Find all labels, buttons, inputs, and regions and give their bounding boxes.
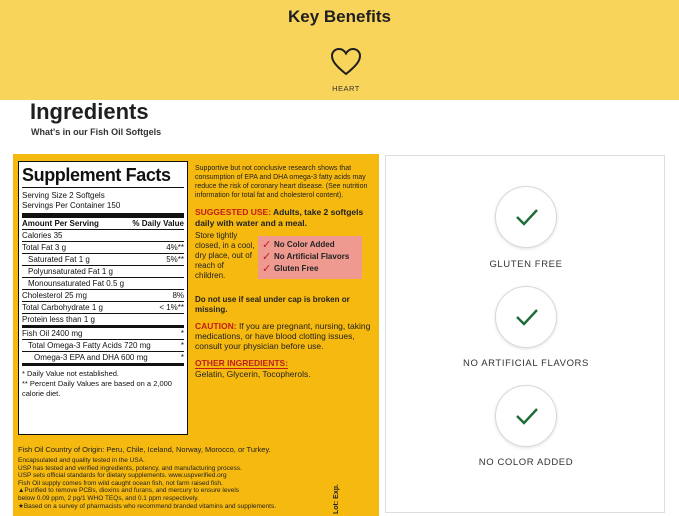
free-from-label: No Color Added — [274, 240, 335, 249]
facts-row-label: Omega-3 EPA and DHA 600 mg — [34, 353, 148, 362]
facts-row-dv: * — [180, 341, 184, 350]
supplement-facts-panel — [18, 161, 188, 435]
facts-row — [22, 254, 184, 266]
check-icon: ✓ — [262, 251, 272, 263]
no-color-added-label: NO COLOR ADDED — [478, 457, 574, 468]
facts-row-label: Calories 35 — [22, 231, 63, 240]
supplement-facts-header: Supplement Facts — [22, 164, 184, 188]
ingredients-subtitle: What's in our Fish Oil Softgels — [31, 127, 162, 137]
free-from-label: Gluten Free — [274, 264, 319, 273]
gluten-free-label: GLUTEN FREE — [489, 259, 563, 270]
facts-row-label: Fish Oil 2400 mg — [22, 329, 83, 338]
country-of-origin: Fish Oil Country of Origin: Peru, Chile, Iceland, Norway, Morocco, or Turkey. — [18, 445, 271, 454]
check-icon: ✓ — [262, 263, 272, 275]
facts-row-label: Cholesterol 25 mg — [22, 291, 87, 300]
label-claim-text — [195, 164, 375, 229]
key-benefits-title: Key Benefits — [288, 7, 391, 26]
ingredients-title: Ingredients — [30, 99, 149, 124]
check-icon: ✓ — [262, 239, 272, 251]
heart-icon[interactable] — [330, 47, 362, 77]
facts-row-dv: 4%** — [166, 243, 184, 252]
facts-row-dv: * — [180, 329, 184, 338]
fine-print-line: USP sets official standards for dietary supplements. www.uspverified.org — [18, 472, 227, 480]
facts-footnotes — [22, 366, 184, 399]
free-from-badges-panel — [385, 155, 665, 513]
free-from-box — [258, 236, 362, 279]
suggested-use — [195, 207, 375, 229]
facts-row-dv: 8% — [172, 291, 184, 300]
facts-row-label: Monounsaturated Fat 0.5 g — [28, 279, 125, 288]
check-icon — [515, 307, 539, 327]
check-icon — [515, 207, 539, 227]
no-artificial-flavors-badge — [495, 286, 557, 348]
fine-print-line: Encapsulated and quality tested in the USA. — [18, 457, 145, 464]
facts-row-label: Total Omega-3 Fatty Acids 720 mg — [28, 341, 151, 350]
no-artificial-flavors-label: NO ARTIFICIAL FLAVORS — [463, 358, 589, 369]
check-icon — [515, 406, 539, 426]
caution-body: If you are pregnant, nursing, taking medications, or have blood clotting issues, consult your physician before use. — [195, 321, 371, 351]
facts-row — [22, 352, 184, 366]
health-claim: Supportive but not conclusive research shows that consumption of EPA and DHA omega-3 fatty acids may reduce the risk of coronary heart disease. (See nutrition information for total fat and cholesterol content). — [195, 165, 368, 199]
heart-label: HEART — [332, 84, 360, 93]
suggested-use-heading: SUGGESTED USE: — [195, 207, 272, 217]
other-ingredients — [195, 358, 375, 379]
gluten-free-badge — [495, 186, 557, 248]
no-color-added-badge — [495, 385, 557, 447]
caution-heading: CAUTION: — [195, 321, 237, 331]
facts-row-label: Total Carbohydrate 1 g — [22, 303, 103, 312]
servings-per-container: Servings Per Container 150 — [22, 201, 121, 210]
storage-instructions: Store tightly closed, in a cool, dry place, out of reach of children. — [195, 231, 255, 280]
facts-row — [22, 328, 184, 340]
fine-print-line: below 0.09 ppm, 2 pg/1 WHO TEQs, and 0.1 ppm respectively. — [18, 494, 199, 502]
facts-row — [22, 290, 184, 302]
fine-print-line: ★Based on a survey of pharmacists who recommend branded vitamins and supplements. — [18, 502, 277, 510]
daily-value-header: % Daily Value — [132, 219, 184, 228]
free-from-label: No Artificial Flavors — [274, 252, 350, 261]
facts-row — [22, 242, 184, 254]
lot-exp-label: Lot: Exp. — [333, 484, 340, 514]
fine-print-line: USP has tested and verified ingredients, potency, and manufacturing process. — [18, 464, 242, 472]
fine-print-line: Fish Oil supply comes from wild caught ocean fish, not farm raised fish. — [18, 479, 223, 487]
other-ingredients-heading: OTHER INGREDIENTS: — [195, 358, 289, 368]
label-fine-print — [18, 445, 328, 510]
facts-row-label: Saturated Fat 1 g — [28, 255, 90, 264]
free-from-item — [262, 263, 358, 275]
amount-per-serving-header: Amount Per Serving — [22, 219, 99, 228]
facts-row-label: Total Fat 3 g — [22, 243, 67, 252]
serving-size: Serving Size 2 Softgels — [22, 191, 105, 200]
facts-column-header — [22, 218, 184, 230]
free-from-item — [262, 239, 358, 251]
facts-row-dv: * — [180, 353, 184, 362]
facts-row — [22, 314, 184, 328]
facts-row-dv: 5%** — [166, 255, 184, 264]
seal-warning: Do not use if seal under cap is broken or missing. — [195, 295, 350, 314]
facts-row — [22, 266, 184, 278]
facts-row — [22, 302, 184, 314]
suggested-use-body: Adults, take 2 softgels daily with water and a meal. — [195, 207, 364, 228]
caution-text — [195, 321, 375, 351]
other-ingredients-body: Gelatin, Glycerin, Tocopherols. — [195, 369, 311, 379]
facts-row — [22, 230, 184, 242]
facts-row — [22, 340, 184, 352]
product-label-image — [13, 154, 379, 516]
free-from-item — [262, 251, 358, 263]
footnote-daily-value: * Daily Value not established. — [22, 369, 120, 378]
facts-row-label: Protein less than 1 g — [22, 315, 95, 324]
key-benefits-band — [0, 0, 679, 100]
facts-row-dv: < 1%** — [159, 303, 184, 312]
facts-row — [22, 278, 184, 290]
serving-info — [22, 188, 184, 212]
facts-row-label: Polyunsaturated Fat 1 g — [28, 267, 113, 276]
fine-print-line: ▲Purified to remove PCBs, dioxins and furans, and mercury to ensure levels — [18, 487, 240, 495]
footnote-percent-dv: ** Percent Daily Values are based on a 2,000 calorie diet. — [22, 379, 172, 398]
